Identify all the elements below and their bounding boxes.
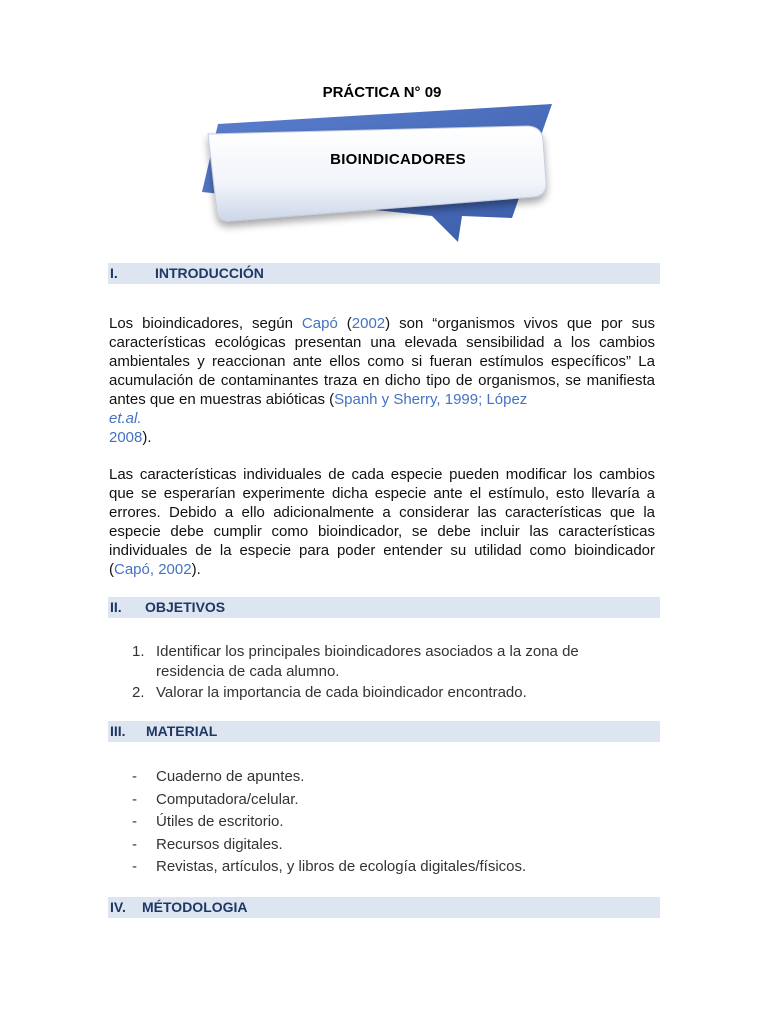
citation-link[interactable]: Capó, 2002 <box>114 561 192 578</box>
intro-paragraph-2: Las características individuales de cada especie pueden modificar los cambios que se esperarían experimente dicha especie ante el estímulo, esto llevaría a errores. Debido a ello adicionalmente a considerar las características que la especie debe cumplir como bioindicador, se debe incluir las características individuales de la especie para poder entender su utilidad como bioindicador (Capó, 2002). <box>109 466 655 578</box>
section-number: I. <box>110 265 118 281</box>
list-marker: - <box>132 835 137 853</box>
section-title: MATERIAL <box>146 723 218 739</box>
section-header-metodologia <box>108 897 660 918</box>
section-title: MÉTODOLOGIA <box>142 899 248 915</box>
banner-shape <box>190 100 560 246</box>
list-item <box>128 642 648 681</box>
list-item-text: Valorar la importancia de cada bioindicador encontrado. <box>156 684 527 701</box>
banner-label: BIOINDICADORES <box>330 151 466 168</box>
section-title: OBJETIVOS <box>145 599 226 615</box>
list-item-text: Identificar los principales bioindicadores asociados a la zona de residencia de cada alumno. <box>156 643 579 680</box>
citation-link[interactable]: et.al. <box>109 410 142 427</box>
citation-link[interactable]: Spanh y Sherry, 1999; López <box>334 391 528 408</box>
citation-link[interactable]: 2008 <box>109 429 143 446</box>
list-item-text: Revistas, artículos, y libros de ecología digitales/físicos. <box>156 858 527 875</box>
list-item-text: Recursos digitales. <box>156 835 283 853</box>
page-title: PRÁCTICA N° 09 <box>322 84 442 101</box>
section-header-material <box>108 721 660 742</box>
section-number: III. <box>110 723 126 739</box>
list-item <box>128 767 648 786</box>
section-header-introduccion <box>108 263 660 284</box>
section-title: INTRODUCCIÓN <box>155 265 264 281</box>
list-marker: - <box>132 790 137 808</box>
section-number: II. <box>110 599 122 615</box>
citation-link[interactable]: Capó <box>301 315 338 332</box>
title-banner <box>190 100 560 246</box>
list-item <box>128 683 648 703</box>
intro-paragraph-1: Los bioindicadores, según Capó (2002) son “organismos vivos que por sus características ecológicas presentan una elevada sensibilidad a los cambios ambientales y reaccionan ante ellos como si fueran estímulos específicos” La acumulación de contaminantes traza en dicho tipo de organismos, se manifiesta antes que en muestras abióticas (Spanh y Sherry, 1999; López et.al. 2008). <box>109 315 655 446</box>
list-item-text: Útiles de escritorio. <box>156 813 284 830</box>
list-marker: - <box>132 813 137 830</box>
list-item-text: Cuaderno de apuntes. <box>156 768 305 785</box>
list-marker: 1. <box>132 643 145 660</box>
materials-list <box>128 767 648 880</box>
citation-link[interactable]: 2002 <box>351 315 386 332</box>
objectives-list <box>128 642 648 705</box>
section-header-objetivos <box>108 597 660 618</box>
list-item <box>128 835 648 854</box>
list-marker: - <box>132 858 137 875</box>
list-item <box>128 857 648 876</box>
list-marker: - <box>132 768 137 785</box>
list-item <box>128 812 648 831</box>
list-item <box>128 790 648 809</box>
list-item-text: Computadora/celular. <box>156 790 299 808</box>
list-marker: 2. <box>132 684 145 701</box>
section-number: IV. <box>110 899 126 915</box>
